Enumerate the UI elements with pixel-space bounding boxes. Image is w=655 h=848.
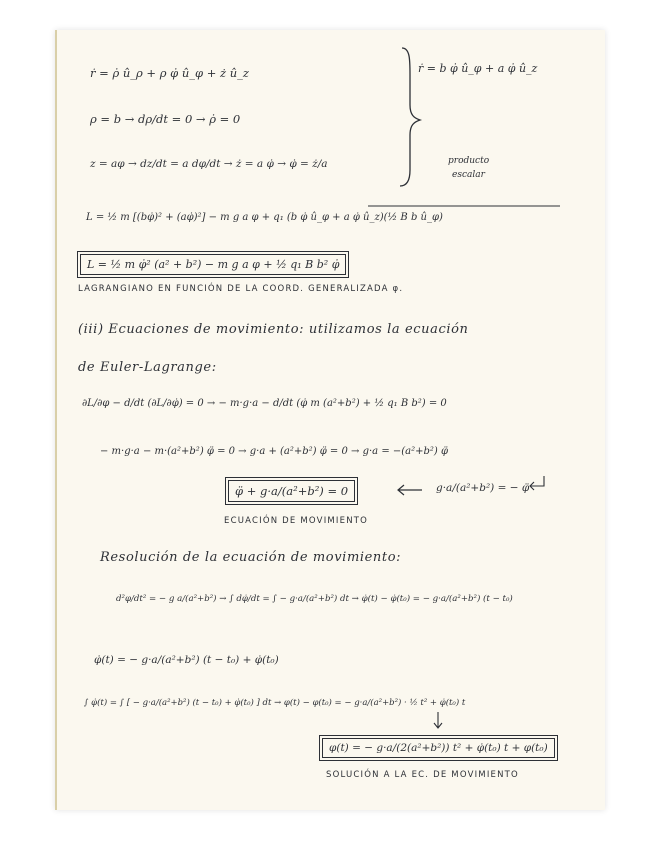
final-solution-boxed: φ(t) = − g·a/(2(a²+b²)) t² + φ̇(t₀) t + φ(t₀) (322, 738, 555, 758)
lagrangian-caption: LAGRANGIANO EN FUNCIÓN DE LA COORD. GENERALIZADA φ. (78, 284, 404, 294)
left-arrow-mark (398, 485, 422, 495)
euler-lagrange-line2: − m·g·a − m·(a²+b²) φ̈ = 0 → g·a + (a²+b²) φ̈ = 0 → g·a = −(a²+b²) φ̈ (100, 446, 448, 457)
down-arrow-mark (434, 712, 442, 728)
final-solution-caption: SOLUCIÓN A LA EC. DE MOVIMIENTO (326, 770, 519, 780)
euler-lagrange-line1: ∂L/∂φ − d/dt (∂L/∂φ̇) = 0 → − m·g·a − d/dt (φ̇ m (a²+b²) + ½ q₁ B b²) = 0 (82, 398, 447, 409)
section-iii-continued: de Euler-Lagrange: (78, 360, 217, 375)
dot-note-line2: escalar (452, 170, 485, 180)
resolution-line2: φ̇(t) = − g·a/(a²+b²) (t − t₀) + φ̇(t₀) (94, 654, 279, 666)
return-arrow-mark (530, 476, 544, 490)
velocity-cylindrical: ṙ = ρ̇ û_ρ + ρ φ̇ û_φ + ż û_z (90, 66, 249, 80)
resolution-line3: ∫ φ̇(t) = ∫ [ − g·a/(a²+b²) (t − t₀) + φ̇(t₀) ] dt → φ(t) − φ(t₀) = − g·a/(a²+b²) · ½ t² + φ̇(t₀) t (84, 698, 466, 708)
resolution-title: Resolución de la ecuación de movimiento: (100, 550, 402, 565)
z-condition: z = aφ → dz/dt = a dφ/dt → ż = a φ̇ → φ̇ = ż/a (90, 158, 328, 170)
velocity-result: ṙ = b φ̇ û_φ + a φ̇ û_z (418, 62, 538, 75)
equation-of-motion-side: g·a/(a²+b²) = − φ̈ (436, 482, 530, 494)
equation-of-motion-caption: ECUACIÓN DE MOVIMIENTO (224, 516, 369, 526)
equation-of-motion-boxed: φ̈ + g·a/(a²+b²) = 0 (228, 480, 355, 502)
lagrangian-boxed: L = ½ m φ̇² (a² + b²) − m g a φ + ½ q₁ B b² φ̇ (80, 254, 346, 275)
section-iii-heading: (iii) Ecuaciones de movimiento: utilizamos la ecuación (78, 322, 469, 337)
lagrangian-expanded: L = ½ m [(bφ̇)² + (aφ̇)²] − m g a φ + q₁ (b φ̇ û_φ + a φ̇ û_z)(½ B b û_φ) (86, 212, 443, 223)
rho-condition: ρ = b → dρ/dt = 0 → ρ̇ = 0 (90, 112, 241, 126)
brace-mark (400, 48, 420, 186)
dot-note-line1: producto (448, 156, 490, 166)
resolution-line1: d²φ/dt² = − g a/(a²+b²) → ∫ dφ̇/dt = ∫ − g·a/(a²+b²) dt → φ̇(t) − φ̇(t₀) = − g·a/(a²+b²) (t − t₀) (116, 594, 513, 604)
